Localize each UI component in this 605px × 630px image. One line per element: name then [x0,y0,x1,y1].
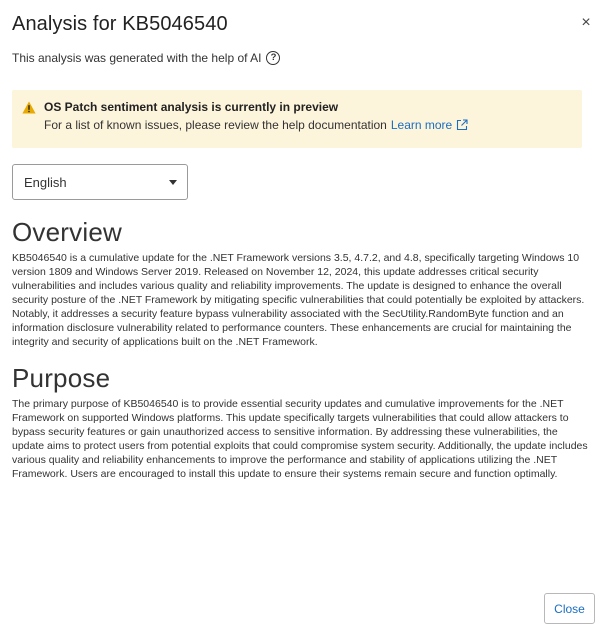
close-button[interactable]: Close [544,593,595,624]
purpose-heading: Purpose [12,363,111,393]
chevron-down-icon [169,180,177,185]
language-select[interactable] [12,164,188,200]
language-select-value: English [24,175,67,190]
learn-more-label: Learn more [390,118,453,132]
banner-body-row [44,118,582,132]
overview-text: KB5046540 is a cumulative update for the .NET Framework versions 3.5, 4.7.2, and 4.8, specifically targeting Windows 10 version 1809 and Windows Server 2019. Released on November 12, 2024, this update addresses critical security vulnerabilities and includes various quality and reliability improvements. The update is designed to enhance the overall security posture of the .NET Framework by mitigating specific vulnerabilities that could potentially be exploited by attackers. Notably, it addresses a security feature bypass vulnerability associated with the SecUtility.RandomByte function and an information disclosure vulnerability related to performance counters. These enhancements are crucial for maintaining the integrity and security of applications built on the .NET Framework. [12,252,585,348]
warning-icon [22,101,36,114]
dialog-title: Analysis for KB5046540 [12,13,228,35]
purpose-text: The primary purpose of KB5046540 is to provide essential security updates and cumulative improvements for the .NET Framework on supported Windows platforms. This update specifically targets vulnerabilities that could allow attackers to bypass security features or gain unauthorized access to sensitive information. By addressing these vulnerabilities, the update aims to protect users from potential exploits that could compromise system security. Additionally, the update includes various quality and reliability enhancements to improve the performance and stability of applications utilizing the .NET Framework. Users are encouraged to install this update to ensure their systems remain secure and function optimally. [12,398,588,480]
analysis-content[interactable] [12,215,592,565]
ai-disclaimer-text: This analysis was generated with the help of AI [12,51,262,65]
banner-heading-row [22,100,582,114]
scroll-fade [12,555,592,565]
learn-more-link[interactable] [391,118,468,132]
external-link-icon [456,119,468,131]
help-icon[interactable]: ? [266,51,280,65]
ai-disclaimer [12,51,280,65]
overview-heading: Overview [12,217,122,247]
preview-banner [12,90,582,148]
banner-body: For a list of known issues, please review the help documentation [44,118,387,132]
banner-heading: OS Patch sentiment analysis is currently in preview [44,100,339,114]
close-icon[interactable]: × [581,14,591,31]
